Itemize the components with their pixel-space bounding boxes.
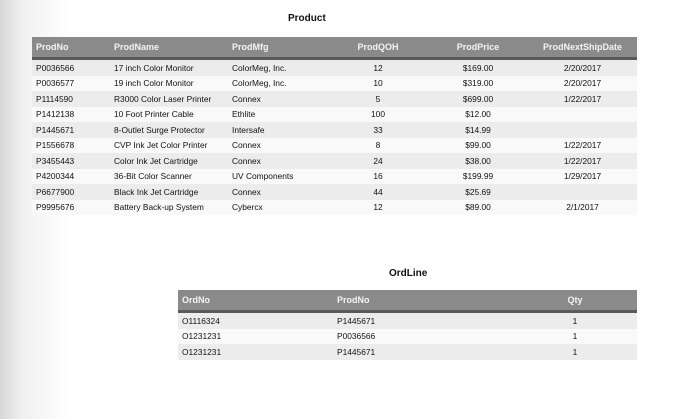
cell-prodname: Battery Back-up System	[110, 200, 228, 216]
col-header-prodno: ProdNo	[32, 37, 110, 59]
cell-prodno: P3455443	[32, 153, 110, 169]
cell-prodprice: $199.99	[428, 169, 528, 185]
cell-prodname: Black Ink Jet Cartridge	[110, 184, 228, 200]
col-header-prodprice: ProdPrice	[428, 37, 528, 59]
col-header-prodno: ProdNo	[333, 290, 513, 312]
table-row	[32, 169, 637, 185]
cell-prodname: 8-Outlet Surge Protector	[110, 122, 228, 138]
cell-prodqoh: 16	[328, 169, 428, 185]
cell-prodno: P1556678	[32, 138, 110, 154]
cell-ordno: O1231231	[178, 344, 333, 360]
cell-prodname: R3000 Color Laser Printer	[110, 91, 228, 107]
cell-prodprice: $25.69	[428, 184, 528, 200]
cell-prodmfg: ColorMeg, Inc.	[228, 59, 328, 76]
cell-prodnextshipdate	[528, 184, 637, 200]
cell-prodno: P1445671	[333, 344, 513, 360]
table-row	[32, 122, 637, 138]
table-row	[32, 153, 637, 169]
product-table	[32, 37, 637, 215]
cell-prodqoh: 44	[328, 184, 428, 200]
cell-prodqoh: 10	[328, 76, 428, 92]
table-row	[32, 200, 637, 216]
cell-prodnextshipdate: 1/22/2017	[528, 153, 637, 169]
cell-prodnextshipdate	[528, 107, 637, 123]
cell-prodnextshipdate: 1/22/2017	[528, 138, 637, 154]
table-row	[32, 59, 637, 76]
cell-prodprice: $319.00	[428, 76, 528, 92]
cell-prodname: 19 inch Color Monitor	[110, 76, 228, 92]
cell-prodname: 17 inch Color Monitor	[110, 59, 228, 76]
cell-prodnextshipdate: 2/20/2017	[528, 59, 637, 76]
cell-prodno: P4200344	[32, 169, 110, 185]
cell-prodprice: $14.99	[428, 122, 528, 138]
cell-prodno: P1114590	[32, 91, 110, 107]
cell-prodno: P0036577	[32, 76, 110, 92]
cell-prodprice: $89.00	[428, 200, 528, 216]
table-row	[178, 312, 637, 329]
cell-prodname: Color Ink Jet Cartridge	[110, 153, 228, 169]
cell-qty: 1	[513, 344, 637, 360]
cell-prodmfg: Intersafe	[228, 122, 328, 138]
cell-prodno: P0036566	[32, 59, 110, 76]
cell-prodprice: $699.00	[428, 91, 528, 107]
ordline-header-row	[178, 290, 637, 312]
col-header-prodqoh: ProdQOH	[328, 37, 428, 59]
cell-prodqoh: 5	[328, 91, 428, 107]
cell-prodprice: $12.00	[428, 107, 528, 123]
cell-prodno: P1412138	[32, 107, 110, 123]
cell-prodno: P0036566	[333, 329, 513, 345]
col-header-prodmfg: ProdMfg	[228, 37, 328, 59]
cell-ordno: O1116324	[178, 312, 333, 329]
product-header-row	[32, 37, 637, 59]
cell-prodmfg: Connex	[228, 91, 328, 107]
cell-prodqoh: 24	[328, 153, 428, 169]
cell-prodmfg: Connex	[228, 184, 328, 200]
table-row	[178, 344, 637, 360]
cell-prodprice: $99.00	[428, 138, 528, 154]
table-row	[32, 91, 637, 107]
cell-prodno: P1445671	[32, 122, 110, 138]
cell-prodno: P9995676	[32, 200, 110, 216]
cell-ordno: O1231231	[178, 329, 333, 345]
cell-prodmfg: Connex	[228, 138, 328, 154]
col-header-prodname: ProdName	[110, 37, 228, 59]
cell-prodname: 10 Foot Printer Cable	[110, 107, 228, 123]
table-row	[32, 107, 637, 123]
cell-prodnextshipdate: 1/29/2017	[528, 169, 637, 185]
table-row	[32, 76, 637, 92]
cell-prodname: 36-Bit Color Scanner	[110, 169, 228, 185]
cell-prodqoh: 12	[328, 200, 428, 216]
cell-prodprice: $169.00	[428, 59, 528, 76]
ordline-table-title: OrdLine	[389, 268, 428, 279]
cell-prodnextshipdate: 2/1/2017	[528, 200, 637, 216]
col-header-qty: Qty	[513, 290, 637, 312]
cell-qty: 1	[513, 312, 637, 329]
ordline-table	[178, 290, 637, 360]
cell-prodqoh: 33	[328, 122, 428, 138]
cell-qty: 1	[513, 329, 637, 345]
col-header-ordno: OrdNo	[178, 290, 333, 312]
table-row	[32, 184, 637, 200]
cell-prodnextshipdate: 1/22/2017	[528, 91, 637, 107]
cell-prodmfg: Cybercx	[228, 200, 328, 216]
cell-prodmfg: Ethlite	[228, 107, 328, 123]
cell-prodqoh: 8	[328, 138, 428, 154]
table-row	[178, 329, 637, 345]
cell-prodprice: $38.00	[428, 153, 528, 169]
cell-prodno: P6677900	[32, 184, 110, 200]
col-header-prodnextshipdate: ProdNextShipDate	[528, 37, 637, 59]
cell-prodname: CVP Ink Jet Color Printer	[110, 138, 228, 154]
cell-prodmfg: UV Components	[228, 169, 328, 185]
cell-prodmfg: Connex	[228, 153, 328, 169]
cell-prodno: P1445671	[333, 312, 513, 329]
cell-prodqoh: 12	[328, 59, 428, 76]
cell-prodnextshipdate: 2/20/2017	[528, 76, 637, 92]
cell-prodnextshipdate	[528, 122, 637, 138]
cell-prodqoh: 100	[328, 107, 428, 123]
table-row	[32, 138, 637, 154]
cell-prodmfg: ColorMeg, Inc.	[228, 76, 328, 92]
product-table-title: Product	[288, 13, 326, 24]
